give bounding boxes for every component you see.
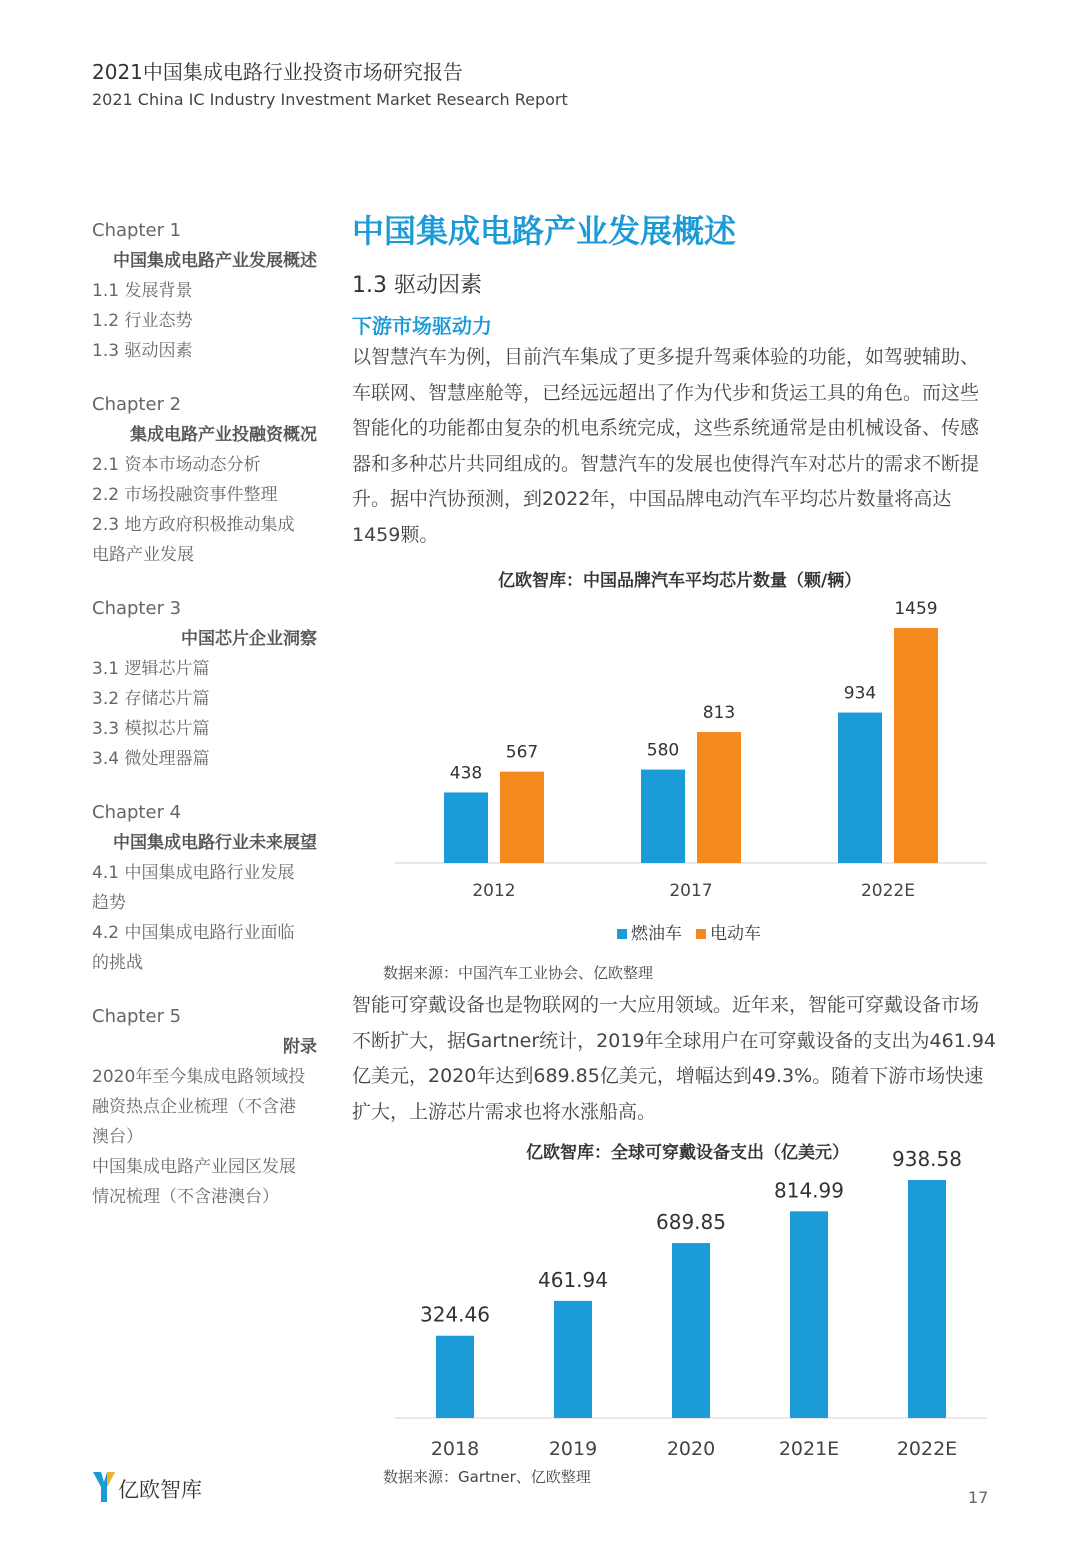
logo-mark-icon bbox=[92, 1470, 116, 1504]
page-title: 中国集成电路产业发展概述 bbox=[352, 212, 737, 250]
toc-item: 2.1 资本市场动态分析 bbox=[92, 455, 261, 475]
toc-chapter-3 bbox=[92, 594, 317, 774]
toc-chapter-label: Chapter 1 bbox=[92, 220, 182, 241]
page-number: 17 bbox=[968, 1488, 989, 1507]
toc-item: 趋势 bbox=[92, 893, 126, 913]
table-of-contents bbox=[92, 216, 317, 1236]
x-tick-label-2018: 2018 bbox=[430, 1438, 480, 1460]
x-tick-label-2022E: 2022E bbox=[860, 881, 916, 901]
toc-item: 澳台） bbox=[92, 1127, 143, 1147]
bar-2018 bbox=[436, 1336, 474, 1418]
bar-fuel-2012 bbox=[444, 792, 488, 863]
report-title-cn: 2021中国集成电路行业投资市场研究报告 bbox=[92, 60, 463, 84]
toc-item: 2.2 市场投融资事件整理 bbox=[92, 485, 278, 505]
legend-label-fuel: 燃油车 bbox=[631, 924, 682, 944]
chart-title-auto-chips: 亿欧智库：中国品牌汽车平均芯片数量（颗/辆） bbox=[498, 571, 862, 591]
legend-swatch-fuel bbox=[617, 929, 627, 939]
toc-chapter-2 bbox=[92, 390, 317, 570]
bar-2020 bbox=[672, 1243, 710, 1418]
chart-auto-chips bbox=[380, 590, 1020, 920]
toc-chapter-title: 集成电路产业投融资概况 bbox=[130, 425, 317, 445]
bar-ev-2017 bbox=[697, 732, 741, 863]
bar-2021E bbox=[790, 1211, 828, 1418]
toc-item: 融资热点企业梳理（不含港 bbox=[92, 1097, 296, 1117]
chart-legend bbox=[617, 919, 775, 944]
chart-source-wearables: 数据来源：Gartner、亿欧整理 bbox=[383, 1468, 591, 1486]
data-label-2018: 324.46 bbox=[420, 1302, 490, 1327]
bar-ev-2012 bbox=[500, 772, 544, 863]
bar-fuel-2022E bbox=[838, 713, 882, 863]
legend-item-ev bbox=[696, 919, 761, 944]
subsection-title: 下游市场驱动力 bbox=[352, 314, 492, 338]
legend-swatch-ev bbox=[696, 929, 706, 939]
data-label-fuel-2022E: 934 bbox=[843, 683, 877, 704]
data-label-ev-2012: 567 bbox=[505, 742, 539, 763]
toc-item: 2020年至今集成电路领域投 bbox=[92, 1067, 306, 1087]
chart-source-auto-chips: 数据来源：中国汽车工业协会、亿欧整理 bbox=[383, 964, 654, 982]
bar-fuel-2017 bbox=[641, 770, 685, 863]
toc-item: 4.2 中国集成电路行业面临 bbox=[92, 923, 295, 943]
toc-item: 中国集成电路产业园区发展 bbox=[92, 1157, 296, 1177]
paragraph-wearables: 智能可穿戴设备也是物联网的一大应用领域。近年来，智能可穿戴设备市场不断扩大，据Gartner统计，2019年全球用户在可穿戴设备的支出为461.94亿美元，2020年达到689.85亿美元，增幅达到49.3%。随着下游市场快速扩大，上游芯片需求也将水涨船高。 bbox=[352, 994, 997, 1123]
yiou-logo bbox=[92, 1470, 222, 1506]
toc-chapter-label: Chapter 3 bbox=[92, 598, 182, 619]
toc-item: 3.3 模拟芯片篇 bbox=[92, 719, 210, 739]
x-tick-label-2022E: 2022E bbox=[896, 1438, 958, 1460]
bar-2022E bbox=[908, 1180, 946, 1418]
toc-item: 3.1 逻辑芯片篇 bbox=[92, 659, 210, 679]
toc-chapter-title: 中国集成电路行业未来展望 bbox=[113, 833, 317, 853]
x-tick-label-2017: 2017 bbox=[669, 881, 713, 901]
toc-item: 4.1 中国集成电路行业发展 bbox=[92, 863, 295, 883]
data-label-ev-2017: 813 bbox=[702, 703, 736, 724]
chart-wearables bbox=[380, 1140, 1020, 1470]
toc-item: 情况梳理（不含港澳台） bbox=[92, 1187, 279, 1207]
x-tick-label-2012: 2012 bbox=[472, 881, 516, 901]
bar-ev-2022E bbox=[894, 628, 938, 863]
data-label-ev-2022E: 1459 bbox=[894, 599, 938, 619]
toc-chapter-label: Chapter 2 bbox=[92, 394, 182, 415]
x-tick-label-2020: 2020 bbox=[666, 1438, 716, 1460]
toc-item: 3.4 微处理器篇 bbox=[92, 749, 210, 769]
toc-chapter-label: Chapter 5 bbox=[92, 1006, 182, 1027]
data-label-2019: 461.94 bbox=[538, 1267, 608, 1292]
data-label-2020: 689.85 bbox=[656, 1210, 726, 1235]
toc-chapter-5 bbox=[92, 1002, 317, 1212]
toc-chapter-title: 中国芯片企业洞察 bbox=[181, 629, 317, 649]
paragraph-auto-chips: 以智慧汽车为例，目前汽车集成了更多提升驾乘体验的功能，如驾驶辅助、车联网、智慧座舱等，已经远远超出了作为代步和货运工具的角色。而这些智能化的功能都由复杂的机电系统完成，这些系统通常是由机械设备、传感器和多种芯片共同组成的。智慧汽车的发展也使得汽车对芯片的需求不断提升。据中汽协预测，到2022年，中国品牌电动汽车平均芯片数量将高达1459颗。 bbox=[352, 346, 980, 546]
toc-item: 1.1 发展背景 bbox=[92, 281, 193, 301]
bar-2019 bbox=[554, 1301, 592, 1418]
data-label-fuel-2012: 438 bbox=[449, 763, 483, 784]
toc-chapter-title: 中国集成电路产业发展概述 bbox=[113, 251, 317, 271]
toc-chapter-4 bbox=[92, 798, 317, 978]
toc-item: 2.3 地方政府积极推动集成 bbox=[92, 515, 295, 535]
section-title: 1.3 驱动因素 bbox=[352, 273, 482, 298]
data-label-fuel-2017: 580 bbox=[646, 740, 680, 761]
logo-text: 亿欧智库 bbox=[118, 1478, 202, 1502]
chart-title-wearables: 亿欧智库：全球可穿戴设备支出（亿美元） bbox=[526, 1143, 849, 1163]
toc-item: 1.2 行业态势 bbox=[92, 311, 193, 331]
toc-item: 3.2 存储芯片篇 bbox=[92, 689, 210, 709]
data-label-2021E: 814.99 bbox=[774, 1178, 844, 1203]
toc-chapter-title: 附录 bbox=[283, 1037, 317, 1057]
legend-label-ev: 电动车 bbox=[710, 924, 761, 944]
legend-item-fuel bbox=[617, 919, 682, 944]
toc-chapter-label: Chapter 4 bbox=[92, 802, 182, 823]
toc-item: 1.3 驱动因素 bbox=[92, 341, 193, 361]
x-tick-label-2019: 2019 bbox=[548, 1438, 598, 1460]
toc-item: 电路产业发展 bbox=[92, 545, 194, 565]
data-label-2022E: 938.58 bbox=[892, 1147, 962, 1171]
report-title-en: 2021 China IC Industry Investment Market Research Report bbox=[92, 90, 568, 109]
toc-chapter-1 bbox=[92, 216, 317, 366]
toc-item: 的挑战 bbox=[92, 953, 143, 973]
x-tick-label-2021E: 2021E bbox=[778, 1438, 840, 1460]
